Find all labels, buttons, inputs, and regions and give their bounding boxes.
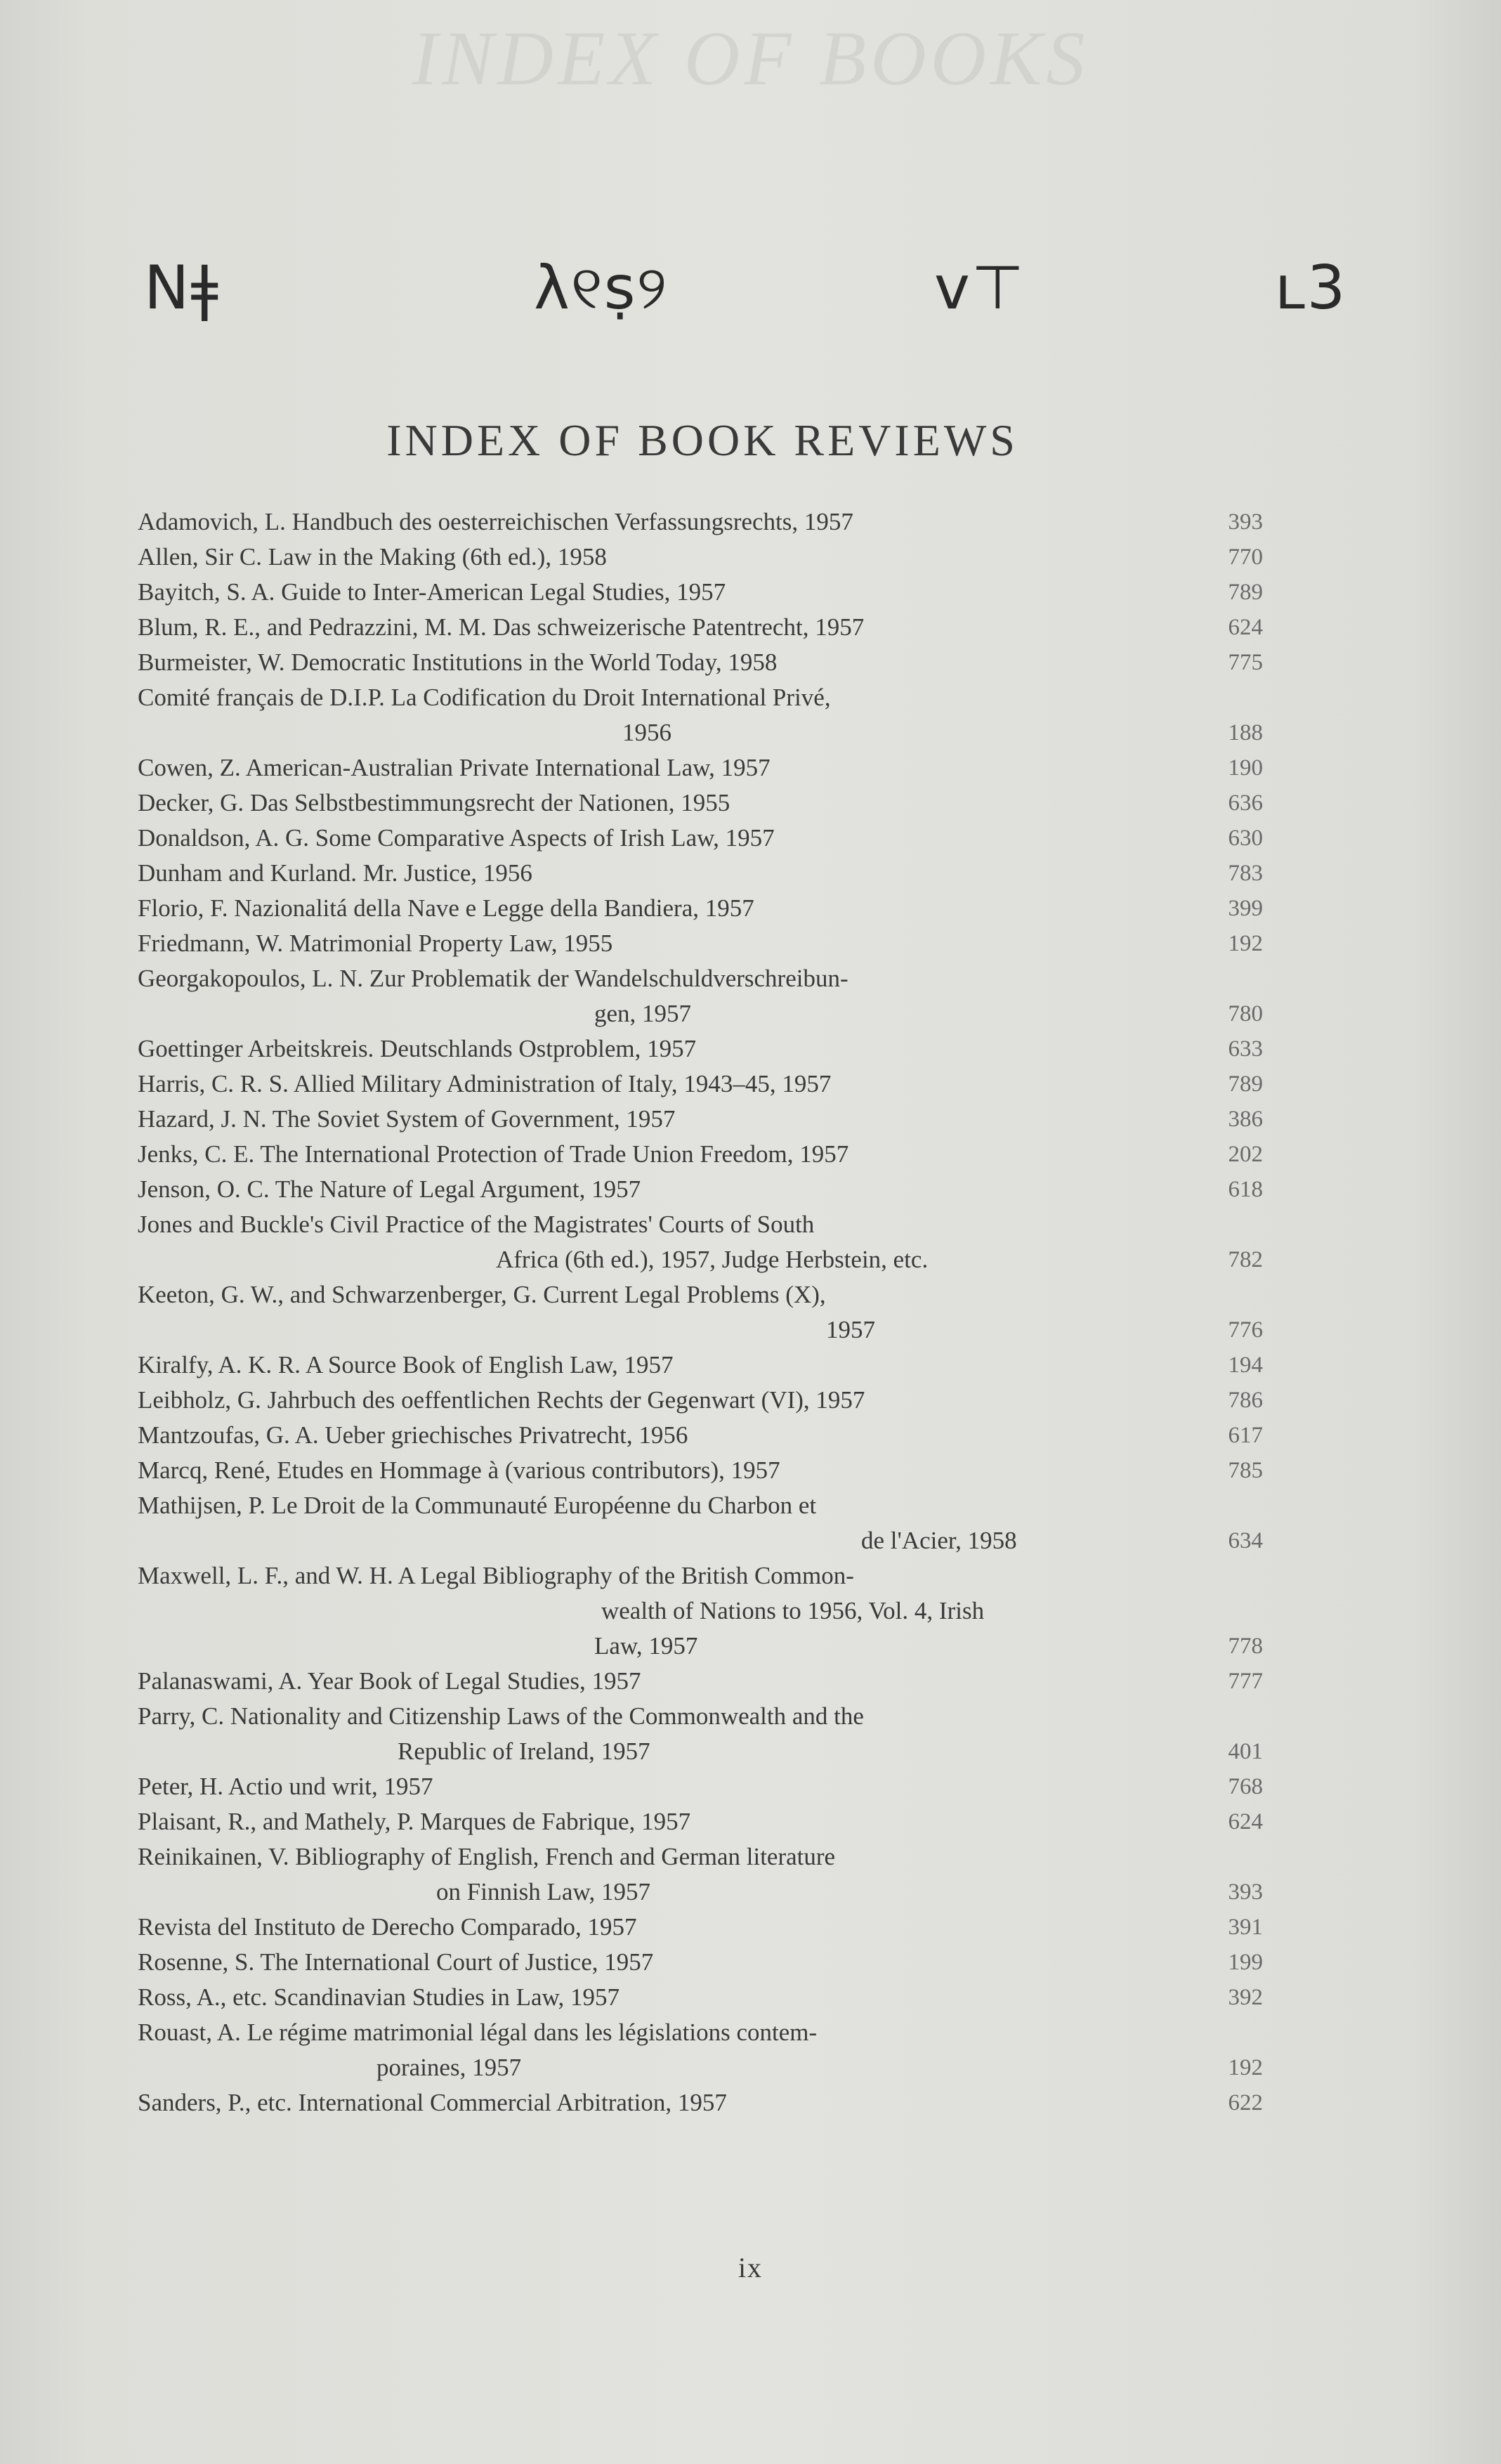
index-entry (138, 1804, 1263, 1839)
entry-text: Dunham and Kurland. Mr. Justice, 1956 (138, 859, 532, 887)
entry-page-number: 776 (1228, 1317, 1263, 1343)
entry-text: Parry, C. Nationality and Citizenship Laws of the Commonwealth and the (138, 1702, 864, 1730)
entry-text: Allen, Sir C. Law in the Making (6th ed.), 1958 (138, 543, 607, 571)
index-entry (138, 1980, 1263, 2015)
entry-page-number: 617 (1228, 1423, 1263, 1448)
index-entry (138, 856, 1263, 891)
index-entry (138, 680, 1263, 750)
entry-text: Rouast, A. Le régime matrimonial légal dans les législations contem- (138, 2019, 818, 2046)
index-entry (138, 1348, 1263, 1383)
entry-page-number: 783 (1228, 861, 1263, 886)
index-entry (138, 1910, 1263, 1945)
index-entry (138, 1418, 1263, 1453)
entry-page-number: 630 (1228, 826, 1263, 851)
entry-continuation: gen, 1957 (594, 1000, 692, 1027)
entry-text: Harris, C. R. S. Allied Military Administration of Italy, 1943–45, 1957 (138, 1070, 832, 1097)
index-entry (138, 1207, 1263, 1277)
handwritten-mark-2: λ୧ṣ୨ (534, 253, 669, 323)
index-entry (138, 1137, 1263, 1172)
index-entry (138, 1488, 1263, 1558)
index-entry (138, 1031, 1263, 1067)
entry-continuation: Law, 1957 (594, 1632, 698, 1660)
entry-page-number: 202 (1228, 1142, 1263, 1167)
entry-continuation: wealth of Nations to 1956, Vol. 4, Irish (601, 1597, 985, 1624)
review-index-list (138, 504, 1263, 2120)
entry-page-number: 624 (1228, 615, 1263, 640)
entry-page-number: 393 (1228, 1879, 1263, 1905)
entry-page-number: 778 (1228, 1634, 1263, 1659)
entry-text: Hazard, J. N. The Soviet System of Government, 1957 (138, 1105, 676, 1133)
entry-page-number: 393 (1228, 509, 1263, 535)
entry-text: Rosenne, S. The International Court of Justice, 1957 (138, 1948, 654, 1976)
entry-text: Jones and Buckle's Civil Practice of the Magistrates' Courts of South (138, 1211, 815, 1238)
index-entry (138, 2085, 1263, 2120)
entry-continuation: 1956 (622, 719, 671, 746)
entry-text: Cowen, Z. American-Australian Private International Law, 1957 (138, 754, 771, 781)
index-entry (138, 2015, 1263, 2085)
entry-page-number: 789 (1228, 580, 1263, 605)
entry-text: Goettinger Arbeitskreis. Deutschlands Ostproblem, 1957 (138, 1035, 697, 1062)
index-entry (138, 786, 1263, 821)
entry-page-number: 192 (1228, 931, 1263, 956)
entry-text: Adamovich, L. Handbuch des oesterreichischen Verfassungsrechts, 1957 (138, 508, 853, 535)
entry-page-number: 770 (1228, 545, 1263, 570)
entry-page-number: 190 (1228, 755, 1263, 781)
entry-page-number: 777 (1228, 1669, 1263, 1694)
entry-text: Reinikainen, V. Bibliography of English, French and German literature (138, 1843, 836, 1870)
entry-page-number: 786 (1228, 1388, 1263, 1413)
index-entry (138, 1945, 1263, 1980)
entry-text: Plaisant, R., and Mathely, P. Marques de Fabrique, 1957 (138, 1808, 691, 1835)
entry-page-number: 188 (1228, 720, 1263, 745)
entry-continuation: de l'Acier, 1958 (861, 1527, 1017, 1554)
entry-text: Kiralfy, A. K. R. A Source Book of English Law, 1957 (138, 1351, 674, 1378)
entry-page-number: 775 (1228, 650, 1263, 675)
entry-text: Friedmann, W. Matrimonial Property Law, 1955 (138, 930, 613, 957)
index-entry (138, 1102, 1263, 1137)
page-title: INDEX OF BOOK REVIEWS (386, 415, 1018, 465)
index-entry (138, 1277, 1263, 1348)
index-entry (138, 1172, 1263, 1207)
entry-page-number: 392 (1228, 1985, 1263, 2010)
index-entry (138, 750, 1263, 786)
index-entry (138, 1453, 1263, 1488)
entry-continuation: Africa (6th ed.), 1957, Judge Herbstein, etc. (496, 1246, 929, 1273)
entry-page-number: 634 (1228, 1528, 1263, 1553)
index-entry (138, 1664, 1263, 1699)
entry-continuation: on Finnish Law, 1957 (436, 1878, 650, 1905)
entry-page-number: 192 (1228, 2055, 1263, 2080)
index-entry (138, 1383, 1263, 1418)
entry-text: Ross, A., etc. Scandinavian Studies in Law, 1957 (138, 1983, 620, 2011)
entry-page-number: 399 (1228, 896, 1263, 921)
entry-text: Peter, H. Actio und writ, 1957 (138, 1773, 433, 1800)
entry-text: Donaldson, A. G. Some Comparative Aspects of Irish Law, 1957 (138, 824, 775, 852)
entry-page-number: 618 (1228, 1177, 1263, 1202)
entry-text: Florio, F. Nazionalitá della Nave e Legge della Bandiera, 1957 (138, 894, 754, 922)
entry-page-number: 785 (1228, 1458, 1263, 1483)
entry-text: Sanders, P., etc. International Commercial Arbitration, 1957 (138, 2089, 727, 2116)
entry-page-number: 386 (1228, 1107, 1263, 1132)
index-entry (138, 1558, 1263, 1664)
entry-page-number: 789 (1228, 1071, 1263, 1097)
index-entry (138, 504, 1263, 540)
index-entry (138, 1067, 1263, 1102)
handwritten-mark-4: ʟ3 (1275, 253, 1347, 323)
entry-continuation: 1957 (826, 1316, 875, 1343)
entry-text: Decker, G. Das Selbstbestimmungsrecht der Nationen, 1955 (138, 789, 730, 816)
entry-continuation: poraines, 1957 (376, 2054, 522, 2081)
index-entry (138, 961, 1263, 1031)
entry-page-number: 391 (1228, 1915, 1263, 1940)
entry-page-number: 768 (1228, 1774, 1263, 1799)
entry-page-number: 622 (1228, 2090, 1263, 2116)
entry-text: Bayitch, S. A. Guide to Inter-American Legal Studies, 1957 (138, 578, 726, 606)
entry-text: Georgakopoulos, L. N. Zur Problematik der Wandelschuldverschreibun- (138, 965, 848, 992)
index-entry (138, 575, 1263, 610)
entry-text: Keeton, G. W., and Schwarzenberger, G. Current Legal Problems (X), (138, 1281, 826, 1308)
entry-text: Blum, R. E., and Pedrazzini, M. M. Das schweizerische Patentrecht, 1957 (138, 613, 865, 641)
entry-page-number: 194 (1228, 1352, 1263, 1378)
entry-text: Mathijsen, P. Le Droit de la Communauté Européenne du Charbon et (138, 1492, 817, 1519)
index-entry (138, 1839, 1263, 1910)
entry-page-number: 633 (1228, 1036, 1263, 1062)
handwritten-mark-1: Nǂ (144, 253, 220, 323)
index-entry (138, 610, 1263, 645)
entry-text: Mantzoufas, G. A. Ueber griechisches Privatrecht, 1956 (138, 1421, 688, 1449)
index-entry (138, 1699, 1263, 1769)
entry-page-number: 401 (1228, 1739, 1263, 1764)
entry-page-number: 636 (1228, 790, 1263, 816)
page-number: ix (738, 2252, 763, 2283)
entry-text: Jenks, C. E. The International Protection of Trade Union Freedom, 1957 (138, 1140, 849, 1168)
entry-text: Comité français de D.I.P. La Codification du Droit International Privé, (138, 684, 831, 711)
handwritten-mark-3: ᴠ⊤ (934, 253, 1025, 323)
entry-page-number: 624 (1228, 1809, 1263, 1834)
entry-text: Palanaswami, A. Year Book of Legal Studies, 1957 (138, 1667, 641, 1695)
entry-text: Burmeister, W. Democratic Institutions in the World Today, 1958 (138, 648, 778, 676)
index-entry (138, 891, 1263, 926)
entry-page-number: 782 (1228, 1247, 1263, 1272)
index-entry (138, 645, 1263, 680)
entry-text: Revista del Instituto de Derecho Comparado, 1957 (138, 1913, 637, 1941)
entry-text: Leibholz, G. Jahrbuch des oeffentlichen Rechts der Gegenwart (VI), 1957 (138, 1386, 865, 1414)
index-entry (138, 540, 1263, 575)
index-entry (138, 926, 1263, 961)
entry-continuation: Republic of Ireland, 1957 (398, 1738, 650, 1765)
entry-text: Maxwell, L. F., and W. H. A Legal Bibliography of the British Common- (138, 1562, 854, 1589)
entry-page-number: 199 (1228, 1950, 1263, 1975)
entry-text: Marcq, René, Etudes en Hommage à (various contributors), 1957 (138, 1456, 780, 1484)
index-entry (138, 821, 1263, 856)
bleed-through-heading: INDEX OF BOOKS (412, 15, 1089, 101)
entry-text: Jenson, O. C. The Nature of Legal Argument, 1957 (138, 1175, 641, 1203)
index-entry (138, 1769, 1263, 1804)
entry-page-number: 780 (1228, 1001, 1263, 1026)
